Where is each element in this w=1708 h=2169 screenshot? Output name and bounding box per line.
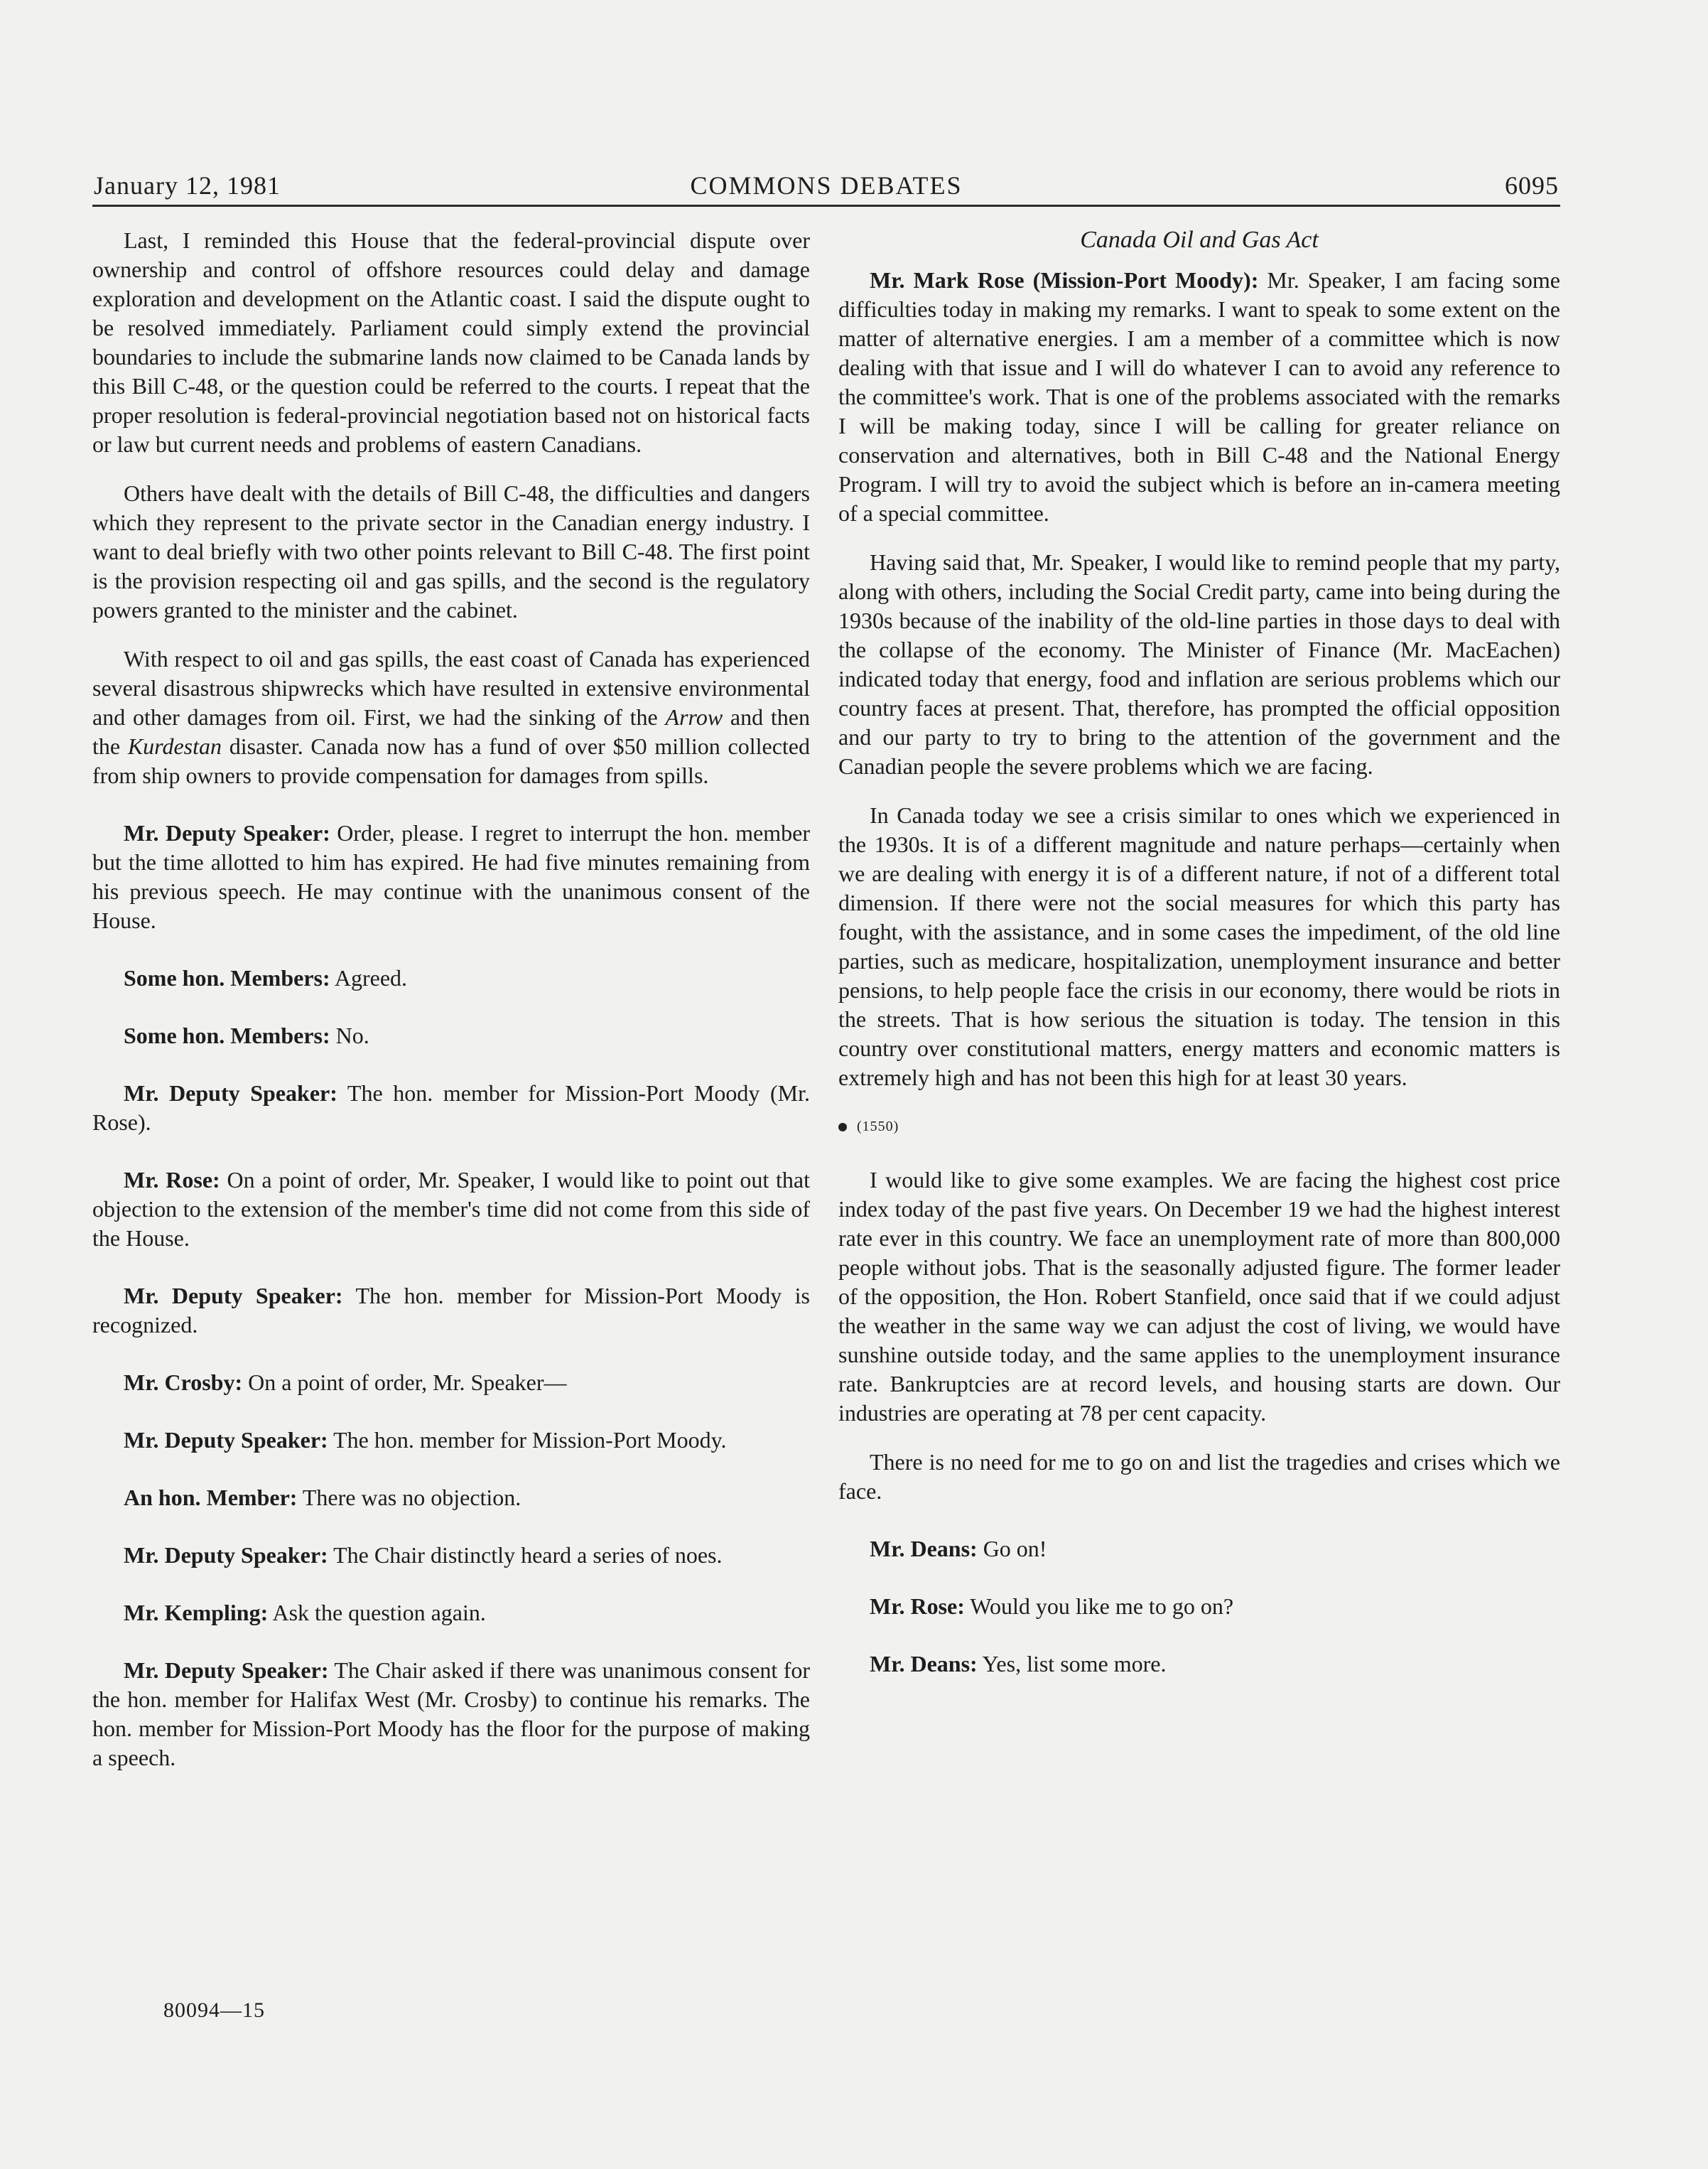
speech-text: Ask the question again. [268,1600,486,1625]
speaker-name: Some hon. Members: [124,1023,330,1048]
page-header [92,169,1560,207]
speech-entry [92,1368,810,1397]
speech-text: Agreed. [330,965,408,991]
speech-entry [92,1656,810,1772]
paragraph: Last, I reminded this House that the federal-provincial dispute over ownership and control of offshore resources could delay and damage exploration and development on the Atlantic coast. I said the dispute ought to be resolved immediately. Parliament could simply extend the provincial boundaries to include the submarine lands now claimed to be Canada lands by this Bill C-48, or the question could be referred to the courts. I repeat that the proper resolution is federal-provincial negotiation based not on historical facts or law but current needs and problems of eastern Canadians. [92,227,810,457]
speech-entry [92,1021,810,1050]
header-page-number: 6095 [1505,171,1559,200]
speaker-name: Mr. Crosby: [124,1369,243,1395]
speech-entry [92,964,810,993]
paragraph: In Canada today we see a crisis similar to ones which we experienced in the 1930s. It is of a different magnitude and nature perhaps—certainly when we are dealing with energy it is of a different nature, if not of a different total dimension. If there were not the social measures for which this party has fought, with the assistance, and in some cases the impediment, of the old line parties, such as medicare, hospitalization, unemployment insurance and better pensions, to help people face the crisis in our economy, there would be riots in the streets. That is how serious the situation is today. The tension in this country over constitutional matters, energy matters and economic matters is extremely high and has not been this high for at least 30 years. [838,802,1560,1090]
paragraph: Others have dealt with the details of Bill C-48, the difficulties and dangers which they represent to the private sector in the Canadian energy industry. I want to deal briefly with two other points relevant to Bill C-48. The first point is the provision respecting oil and gas spills, and the second is the regulatory powers granted to the minister and the cabinet. [92,480,810,623]
header-date: January 12, 1981 [94,171,281,200]
speaker-name: Mr. Deans: [870,1651,978,1676]
speaker-name: Mr. Rose: [124,1167,220,1193]
timestamp-text: (1550) [857,1119,899,1134]
speaker-name: An hon. Member: [124,1485,298,1510]
paragraph: There is no need for me to go on and list the tragedies and crises which we face. [838,1449,1560,1504]
speech-text: The hon. member for Mission-Port Moody (Mr. Rose). [92,1080,811,1135]
bullet-icon [838,1123,847,1131]
paragraph: Having said that, Mr. Speaker, I would like to remind people that my party, along with others, including the Social Credit party, came into being during the 1930s because of the inability of the old-line parties in those days to deal with the collapse of the economy. The Minister of Finance (Mr. MacEachen) indicated today that energy, food and inflation are serious problems which our country faces at present. That, therefore, has prompted the official opposition and our party to try to bring to the attention of the government and the Canadian people the severe problems which we are facing. [838,549,1560,779]
speaker-name: Mr. Mark Rose (Mission-Port Moody): [870,267,1259,293]
ship-name: Arrow [665,704,723,730]
speech-entry [92,1079,810,1137]
text-run: With respect to oil and gas spills, the east coast of Canada has experienced several disastrous shipwrecks which have resulted in extensive environmental and other damages from oil. First, we had the sinking of the [92,646,810,730]
speech-entry [92,819,810,935]
speaker-name: Mr. Kempling: [124,1600,269,1625]
speech-entry [92,1483,810,1512]
speech-text: Would you like me to go on? [964,1593,1234,1619]
speech-text: On a point of order, Mr. Speaker, I would like to point out that objection to the extension of the member's time did not come from this side of the House. [92,1167,811,1251]
speech-entry [838,1592,1560,1621]
speech-text: Order, please. I regret to interrupt the hon. member but the time allotted to him has expired. He had five minutes remaining from his previous speech. He may continue with the unanimous consent of the House. [92,820,811,933]
speech-entry [838,1534,1560,1563]
speech-text: The Chair distinctly heard a series of noes. [328,1542,723,1568]
speech-text: The hon. member for Mission-Port Moody. [328,1427,727,1453]
paragraph [92,645,810,790]
speech-entry [838,266,1560,528]
speaker-name: Mr. Rose: [870,1593,965,1619]
speaker-name: Mr. Deputy Speaker: [124,1427,328,1453]
speech-text: Yes, list some more. [977,1651,1167,1676]
speaker-name: Mr. Deans: [870,1536,978,1561]
speech-entry [92,1281,810,1340]
speaker-name: Mr. Deputy Speaker: [124,1080,337,1106]
speech-text: On a point of order, Mr. Speaker— [242,1369,567,1395]
speaker-name: Mr. Deputy Speaker: [124,1542,328,1568]
text-run: disaster. Canada now has a fund of over $50 million collected from ship owners to provide compensation for damages from spills. [92,733,811,788]
speech-text: No. [330,1023,369,1048]
section-title: Canada Oil and Gas Act [1080,227,1319,253]
paragraph: I would like to give some examples. We are facing the highest cost price index today of the past five years. On December 19 we had the highest interest rate ever in this country. We face an unemployment rate of more than 800,000 people without jobs. That is the seasonally adjusted figure. The former leader of the opposition, the Hon. Robert Stanfield, once said that if we could adjust the weather in the same way we can adjust the cost of living, we would have sunshine outside today, and the same applies to the unemployment insurance rate. Bankruptcies are at record levels, and housing starts are down. Our industries are operating at 78 per cent capacity. [838,1167,1560,1426]
speech-entry [92,1426,810,1455]
ship-name: Kurdestan [127,733,222,759]
footer-code: 80094—15 [163,1998,265,2022]
speech-text: There was no objection. [297,1485,521,1510]
text-run: and then the [92,704,811,759]
speaker-name: Some hon. Members: [124,965,330,991]
speech-text: Go on! [977,1536,1047,1561]
speaker-name: Mr. Deputy Speaker: [124,820,330,846]
speaker-name: Mr. Deputy Speaker: [124,1283,343,1308]
speech-entry [92,1598,810,1627]
speech-entry [92,1166,810,1253]
speech-entry [838,1649,1560,1679]
speech-text: Mr. Speaker, I am facing some difficulties today in making my remarks. I want to speak to some extent on the matter of alternative energies. I am a member of a committee which is now dealing with that issue and I will do whatever I can to avoid any reference to the committee's work. That is one of the problems associated with the remarks I will be making today, since I will be calling for greater reliance on conservation and alternatives, both in Bill C-48 and the National Energy Program. I will try to avoid the subject which is before an in-camera meeting of a special committee. [838,267,1560,526]
right-column [838,226,1560,1707]
header-title: COMMONS DEBATES [690,171,963,200]
left-column [92,226,810,1801]
speaker-name: Mr. Deputy Speaker: [124,1657,329,1683]
speech-text: The Chair asked if there was unanimous consent for the hon. member for Halifax West (Mr. Crosby) to continue his remarks. The hon. member for Mission-Port Moody has the floor for the purpose of making a speech. [92,1657,811,1770]
timestamp-marker [838,1112,1560,1141]
speech-text: The hon. member for Mission-Port Moody is recognized. [92,1283,811,1338]
speech-entry [92,1541,810,1570]
